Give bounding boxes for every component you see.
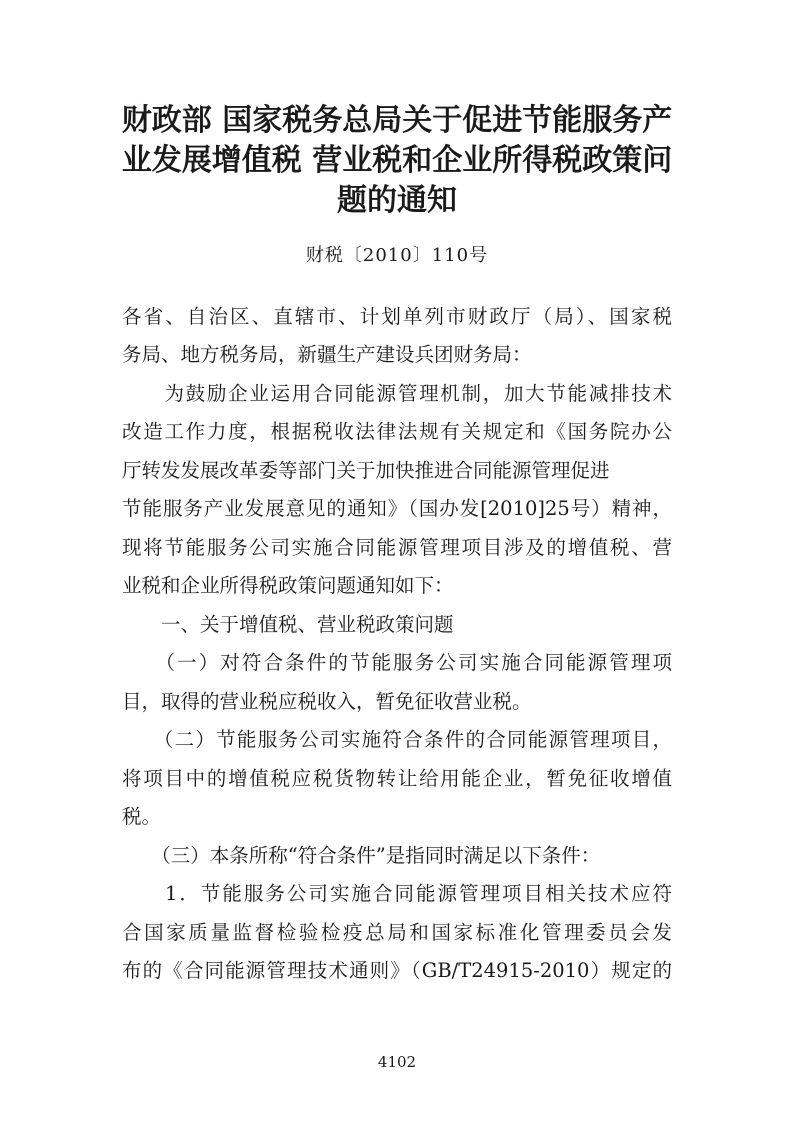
body-line-4: 改造工作力度，根据税收法律法规有关规定和《国务院办公: [122, 420, 672, 443]
body-line-14: 税。: [122, 805, 162, 828]
body-line-11: 目，取得的营业税应税收入，暂免征收营业税。: [122, 690, 532, 713]
document-title-line-1: 财政部 国家税务总局关于促进节能服务产: [121, 103, 673, 138]
body-line-17: 合国家质量监督检验检疫总局和国家标准化管理委员会发: [122, 921, 672, 944]
body-line-1: 各省、自治区、直辖市、计划单列市财政厅（局）、国家税: [122, 305, 672, 328]
body-line-15: （三）本条所称“符合条件”是指同时满足以下条件：: [122, 844, 601, 867]
body-line-8: 业税和企业所得税政策问题通知如下：: [122, 574, 454, 597]
body-line-9: 一、关于增值税、营业税政策问题: [122, 613, 454, 636]
body-line-7: 现将节能服务公司实施合同能源管理项目涉及的增值税、营: [122, 536, 672, 559]
page-number: 4102: [377, 1053, 417, 1071]
body-line-5: 厅转发发展改革委等部门关于加快推进合同能源管理促进: [122, 459, 610, 482]
document-title-line-3: 题的通知: [337, 183, 457, 218]
document-number: 财税〔2010〕110号: [305, 245, 489, 266]
body-line-6: 节能服务产业发展意见的通知》（国办发[2010]25号）精神，: [122, 497, 672, 520]
body-line-10: （一）对符合条件的节能服务公司实施合同能源管理项: [122, 651, 672, 674]
document-title-line-2: 业发展增值税 营业税和企业所得税政策问: [121, 143, 673, 178]
body-line-13: 将项目中的增值税应税货物转让给用能企业，暂免征收增值: [122, 767, 672, 790]
body-line-16: 1．节能服务公司实施合同能源管理项目相关技术应符: [122, 882, 672, 905]
body-line-12: （二）节能服务公司实施符合条件的合同能源管理项目，: [122, 728, 672, 751]
body-line-18: 布的《合同能源管理技术通则》（GB/T24915-2010）规定的: [122, 959, 672, 982]
body-line-2: 务局、地方税务局，新疆生产建设兵团财务局：: [122, 343, 532, 366]
body-line-3: 为鼓励企业运用合同能源管理机制，加大节能减排技术: [122, 382, 672, 405]
